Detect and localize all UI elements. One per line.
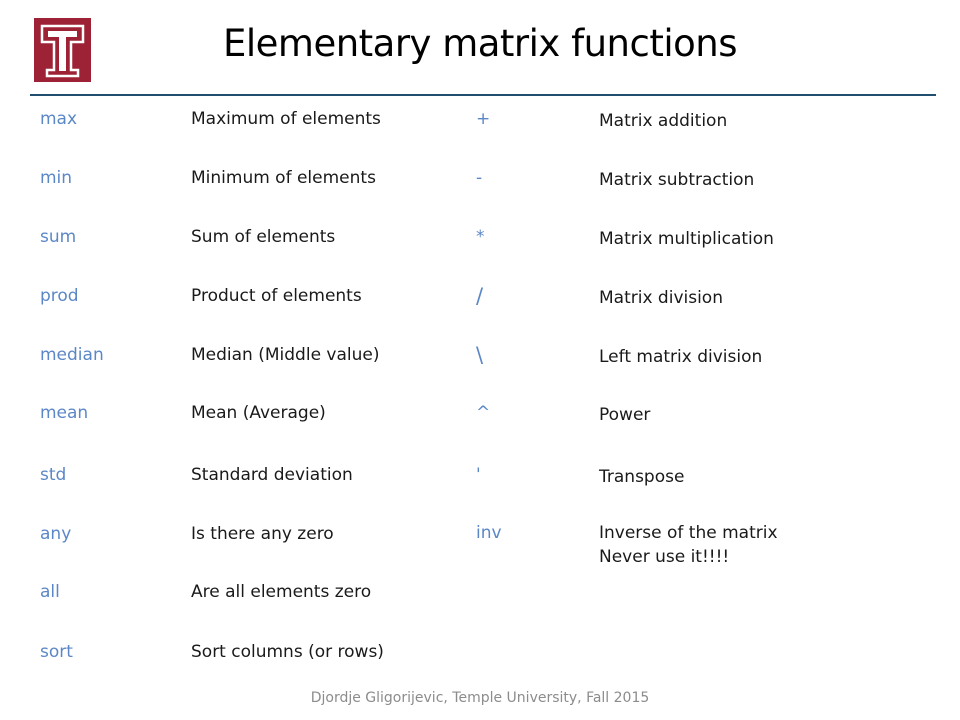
operator-description-note: Never use it!!!! <box>599 547 730 567</box>
operator-description: Left matrix division <box>599 347 763 367</box>
operator-symbol: ' <box>476 465 481 485</box>
function-description: Is there any zero <box>191 524 334 544</box>
function-name: all <box>40 582 60 602</box>
operator-symbol: * <box>476 227 485 247</box>
operator-symbol: / <box>476 284 484 308</box>
function-name: any <box>40 524 72 544</box>
function-name: mean <box>40 403 89 423</box>
operator-description: Matrix multiplication <box>599 229 774 249</box>
function-name: sort <box>40 642 73 662</box>
function-description: Median (Middle value) <box>191 345 380 365</box>
operator-symbol: ^ <box>476 403 491 423</box>
function-name: sum <box>40 227 77 247</box>
operator-description: Matrix division <box>599 288 723 308</box>
function-description: Are all elements zero <box>191 582 372 602</box>
operator-description-line: Inverse of the matrix <box>599 523 778 543</box>
function-description: Sum of elements <box>191 227 336 247</box>
function-description: Sort columns (or rows) <box>191 642 384 662</box>
operator-symbol: \ <box>476 343 484 367</box>
function-name: std <box>40 465 67 485</box>
function-description: Standard deviation <box>191 465 353 485</box>
footer-credit: Djordje Gligorijevic, Temple University, Fall 2015 <box>310 690 650 706</box>
operator-description: Transpose <box>599 467 685 487</box>
function-description: Maximum of elements <box>191 109 381 129</box>
function-description: Product of elements <box>191 286 362 306</box>
function-description: Mean (Average) <box>191 403 326 423</box>
operator-symbol: inv <box>476 523 502 543</box>
operator-description: Power <box>599 405 651 425</box>
operator-description: Matrix addition <box>599 111 728 131</box>
title-divider <box>30 94 936 96</box>
operator-symbol: - <box>476 168 483 188</box>
function-name: prod <box>40 286 79 306</box>
function-name: median <box>40 345 104 365</box>
function-name: min <box>40 168 73 188</box>
function-description: Minimum of elements <box>191 168 376 188</box>
operator-symbol: + <box>476 109 491 129</box>
operator-description: Matrix subtraction <box>599 170 755 190</box>
function-name: max <box>40 109 78 129</box>
page-title: Elementary matrix functions <box>222 22 738 65</box>
operator-description <box>599 521 778 569</box>
